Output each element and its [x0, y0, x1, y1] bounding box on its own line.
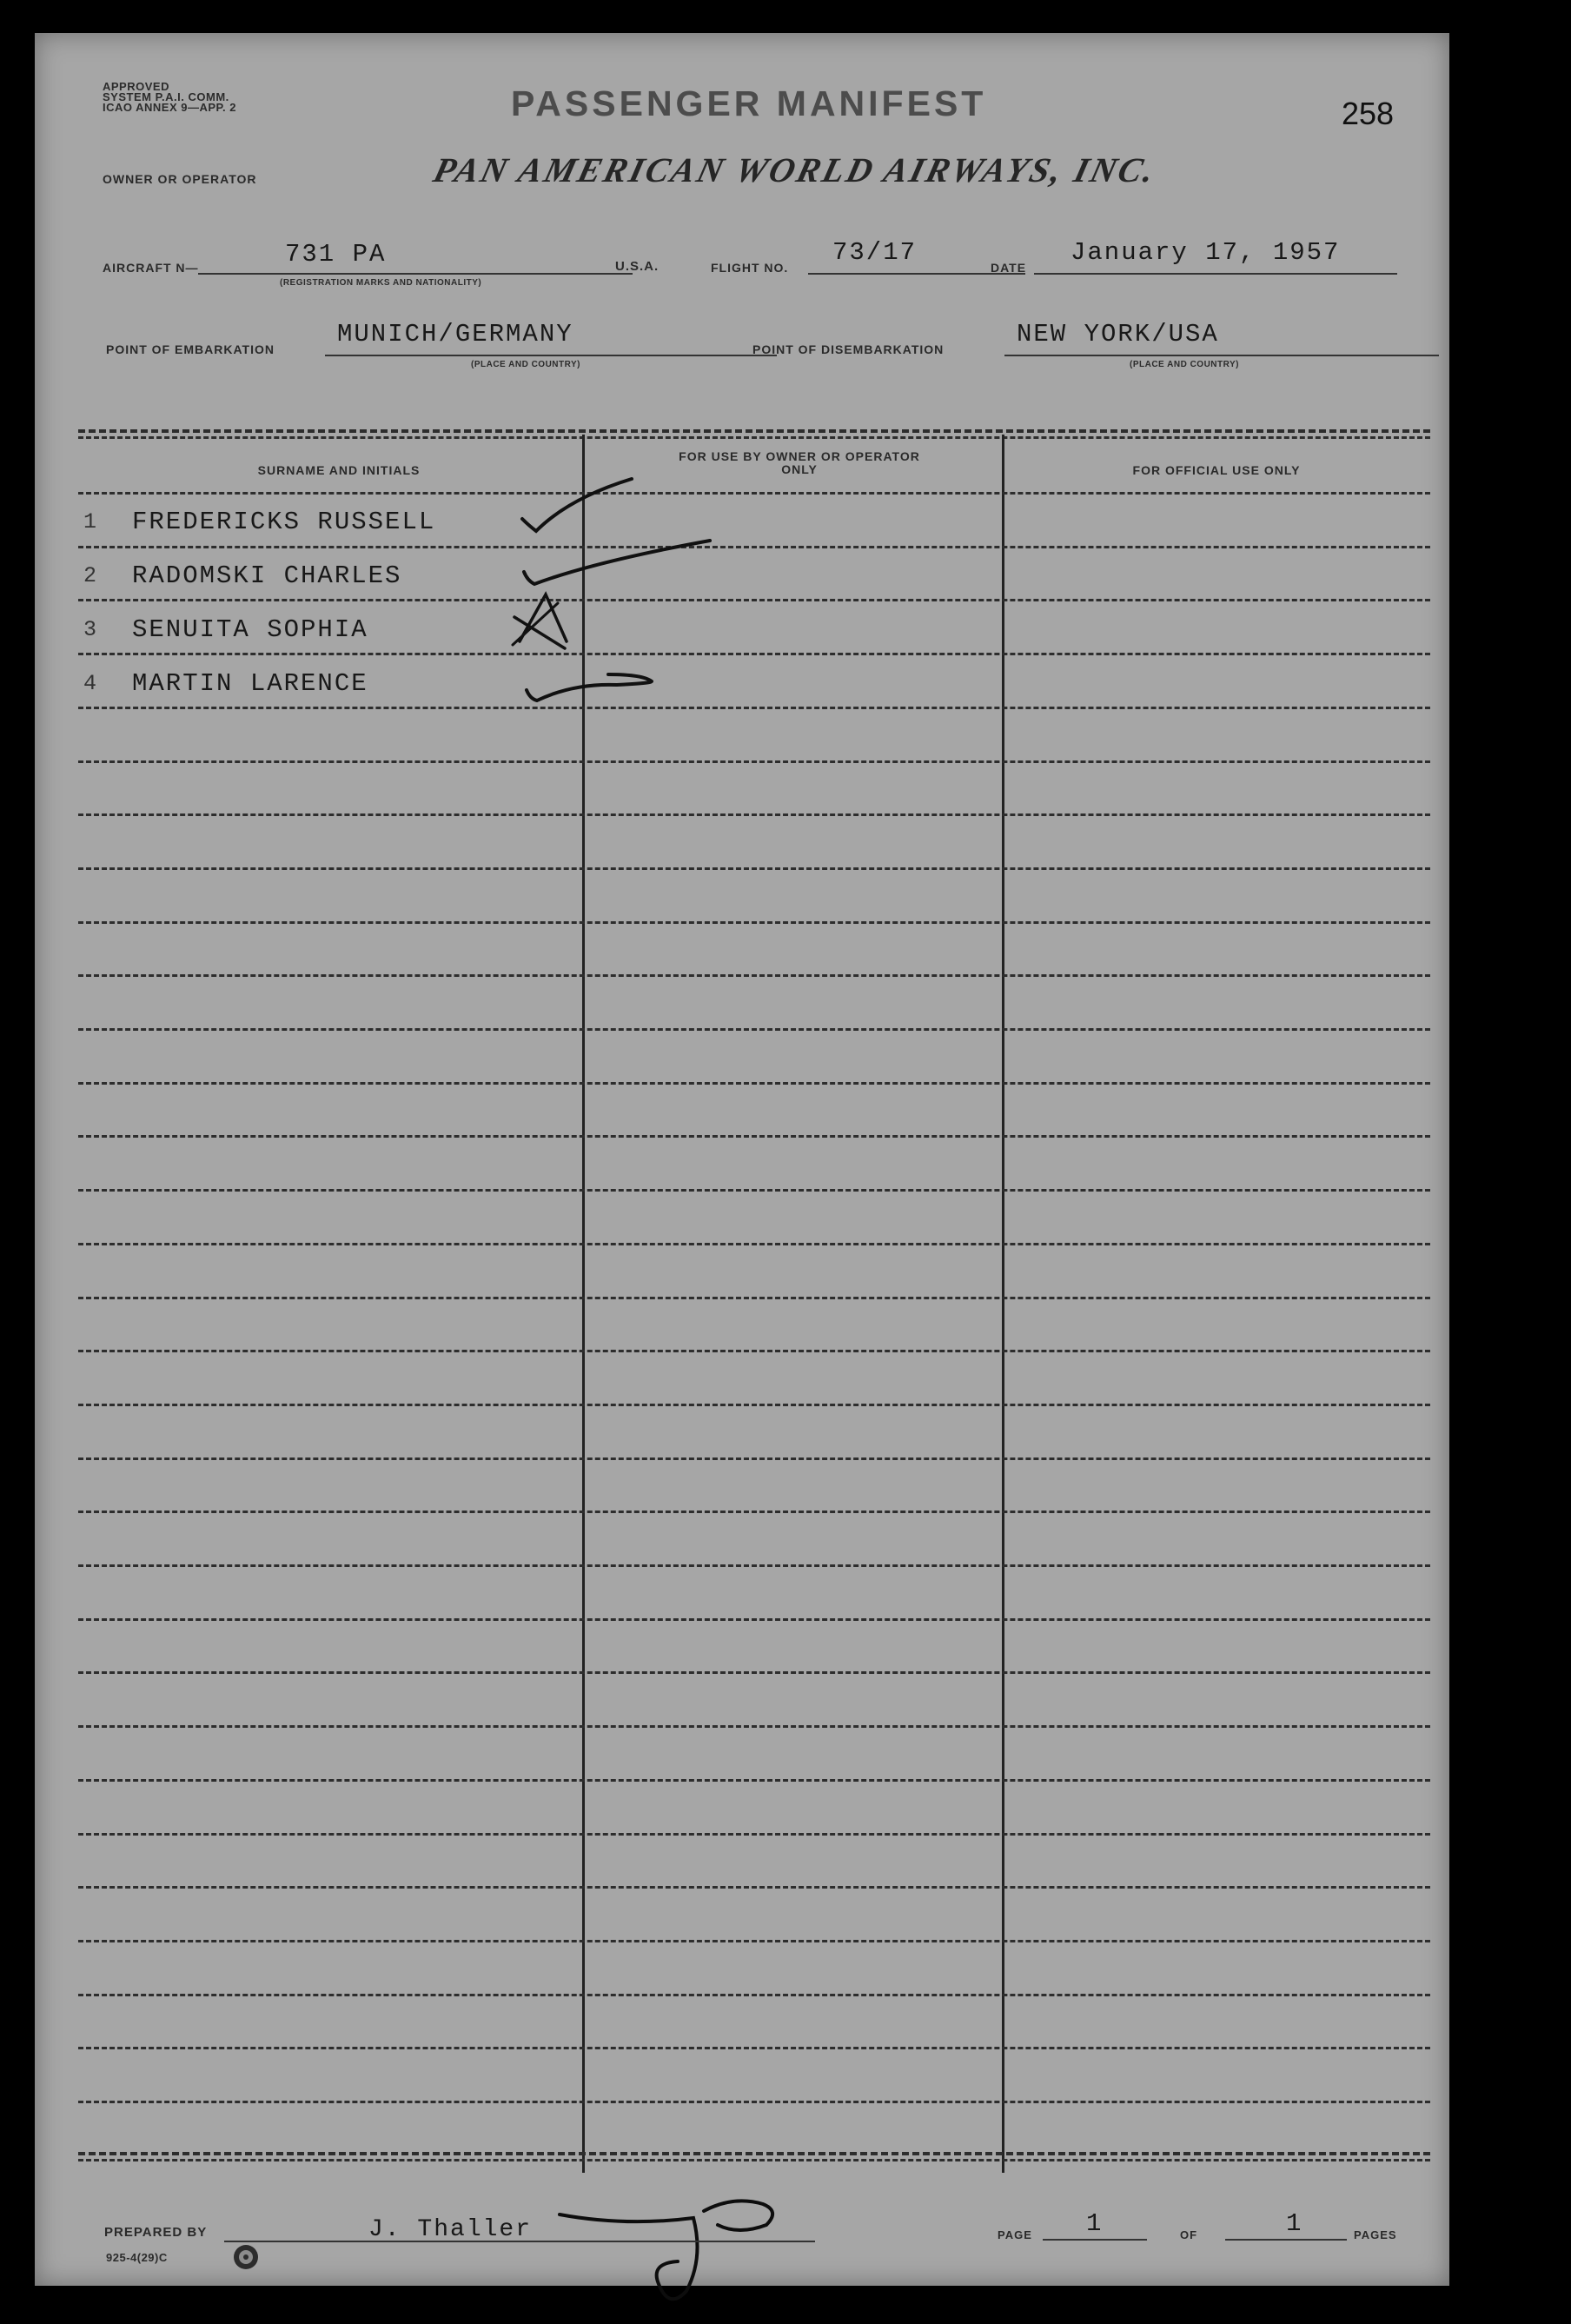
embarkation-value: MUNICH/GERMANY — [337, 320, 573, 349]
owner-label: OWNER OR OPERATOR — [103, 172, 257, 186]
prepared-by-underline — [224, 2241, 815, 2242]
prepared-by-label: PREPARED BY — [104, 2225, 208, 2240]
pages-label: PAGES — [1354, 2228, 1397, 2241]
page-value: 1 — [1086, 2209, 1104, 2238]
aircraft-label: AIRCRAFT N— — [103, 261, 199, 275]
row-rule — [78, 1511, 1430, 1513]
date-label: DATE — [991, 261, 1027, 275]
row-rule — [78, 1404, 1430, 1406]
row-rule — [78, 1833, 1430, 1836]
row-rule — [78, 707, 1430, 709]
form-code: 925-4(29)C — [106, 2251, 168, 2264]
disembarkation-underline — [1004, 355, 1439, 356]
table-bottom-rule — [78, 2152, 1430, 2155]
row-rule — [78, 1725, 1430, 1728]
row-rule — [78, 1940, 1430, 1942]
flight-value: 73/17 — [832, 238, 918, 267]
aircraft-value: 731 PA — [285, 240, 387, 269]
row-rule — [78, 1457, 1430, 1460]
disembarkation-value: NEW YORK/USA — [1017, 320, 1219, 349]
row-number: 3 — [83, 617, 97, 642]
date-value: January 17, 1957 — [1071, 238, 1341, 267]
row-rule — [78, 1671, 1430, 1674]
row-rule — [78, 653, 1430, 655]
row-rule — [78, 974, 1430, 977]
row-rule — [78, 1618, 1430, 1621]
row-rule — [78, 760, 1430, 763]
row-rule — [78, 1297, 1430, 1299]
approval-block — [103, 82, 236, 113]
registration-note: (REGISTRATION MARKS AND NATIONALITY) — [280, 278, 482, 288]
row-number: 1 — [83, 509, 97, 535]
row-rule — [78, 1082, 1430, 1085]
date-underline — [1034, 273, 1397, 275]
row-rule — [78, 1189, 1430, 1192]
embarkation-underline — [325, 355, 777, 356]
of-value: 1 — [1286, 2209, 1303, 2238]
row-rule — [78, 1135, 1430, 1138]
row-number: 2 — [83, 563, 97, 588]
row-rule — [78, 1028, 1430, 1031]
disembarkation-label: POINT OF DISEMBARKATION — [752, 342, 945, 356]
row-rule — [78, 599, 1430, 601]
aircraft-underline — [198, 273, 633, 275]
row-rule — [78, 1564, 1430, 1567]
usa-label: U.S.A. — [615, 259, 660, 274]
row-rule — [78, 546, 1430, 548]
passenger-name: FREDERICKS RUSSELL — [132, 508, 436, 536]
row-rule — [78, 1779, 1430, 1782]
column-header-surname: SURNAME AND INITIALS — [257, 463, 421, 477]
owner-value: PAN AMERICAN WORLD AIRWAYS, INC. — [429, 150, 1161, 189]
check-mark-icon — [517, 527, 717, 596]
approval-line: SYSTEM P.A.I. COMM. — [103, 90, 229, 103]
embarkation-note: (PLACE AND COUNTRY) — [471, 360, 580, 369]
row-rule — [78, 1243, 1430, 1245]
table-top-rule-2 — [78, 436, 1430, 439]
page-underline — [1043, 2239, 1147, 2241]
flight-label: FLIGHT NO. — [711, 261, 789, 275]
sheet-number: 258 — [1342, 96, 1395, 131]
of-underline — [1225, 2239, 1347, 2241]
column-divider-2 — [1002, 435, 1004, 2173]
row-rule — [78, 1350, 1430, 1352]
union-label-icon — [231, 2242, 261, 2272]
row-rule — [78, 921, 1430, 924]
disembarkation-note: (PLACE AND COUNTRY) — [1130, 360, 1239, 369]
row-number: 4 — [83, 671, 97, 696]
row-rule — [78, 813, 1430, 816]
table-top-rule — [78, 429, 1430, 433]
signature-icon — [547, 2180, 834, 2319]
passenger-name: SENUITA SOPHIA — [132, 615, 368, 644]
page-title: PASSENGER MANIFEST — [511, 83, 987, 123]
of-label: OF — [1180, 2228, 1198, 2241]
embarkation-label: POINT OF EMBARKATION — [106, 342, 275, 356]
row-rule — [78, 867, 1430, 870]
prepared-by-value: J. Thaller — [368, 2216, 533, 2243]
row-rule — [78, 492, 1430, 495]
passenger-name: MARTIN LARENCE — [132, 669, 368, 698]
row-rule — [78, 2101, 1430, 2103]
column-header-owner: FOR USE BY OWNER OR OPERATOR ONLY — [679, 449, 920, 476]
table-bottom-rule-2 — [78, 2159, 1430, 2161]
passenger-name: RADOMSKI CHARLES — [132, 561, 402, 590]
row-rule — [78, 2047, 1430, 2049]
approval-line: ICAO ANNEX 9—APP. 2 — [103, 101, 236, 114]
page-label: PAGE — [998, 2228, 1032, 2241]
row-rule — [78, 1886, 1430, 1889]
column-header-official: FOR OFFICIAL USE ONLY — [1132, 463, 1301, 477]
row-rule — [78, 1994, 1430, 1996]
approval-line: APPROVED — [103, 80, 169, 93]
check-mark-icon — [521, 643, 660, 713]
manifest-page — [35, 33, 1449, 2286]
